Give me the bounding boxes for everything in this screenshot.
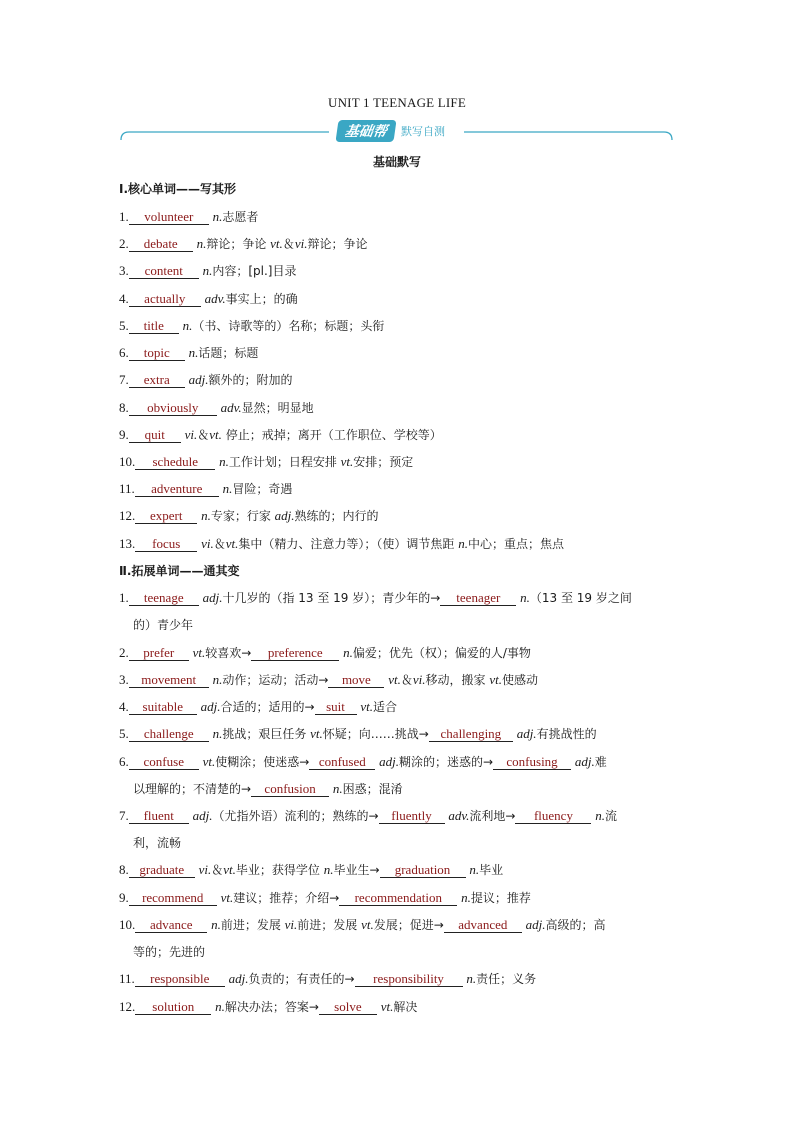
list-item: 4. suitable adj.合适的；适用的→ suit vt.适合	[119, 699, 397, 714]
answer-blank: preference	[251, 646, 339, 661]
list-item: 13. focus vi.＆vt.集中（精力、注意力等）；（使）调节焦距 n.中心；重点；焦点	[119, 536, 564, 551]
answer-blank: topic	[129, 346, 185, 361]
answer-blank: focus	[135, 537, 197, 552]
list-item: 8. obviously adv.显然；明显地	[119, 400, 314, 415]
list-item: 1. volunteer n.志愿者	[119, 209, 259, 224]
answer-blank: responsible	[135, 972, 225, 987]
list-item: 9. recommend vt.建议；推荐；介绍→ recommendation n.提议；推荐	[119, 890, 531, 905]
answer-blank: confusion	[251, 782, 329, 797]
answer-blank: schedule	[135, 455, 215, 470]
list-item-continuation: 以理解的；不清楚的→ confusion n.困惑；混淆	[133, 781, 403, 796]
answer-blank: obviously	[129, 401, 217, 416]
answer-blank: fluently	[379, 809, 445, 824]
answer-blank: debate	[129, 237, 193, 252]
list-item-continuation: 的）青少年	[133, 618, 194, 632]
list-item: 12. expert n.专家；行家 adj.熟练的；内行的	[119, 508, 379, 523]
page-title: UNIT 1 TEENAGE LIFE	[328, 95, 466, 110]
answer-blank: solution	[135, 1000, 211, 1015]
list-item: 9. quit vi.＆vt. 停止；戒掉；离开（工作职位、学校等）	[119, 427, 442, 442]
section1-heading: Ⅰ.核心单词——写其形	[119, 182, 237, 196]
answer-blank: challenge	[129, 727, 209, 742]
list-item: 6. confuse vt.使糊涂；使迷惑→ confused adj.糊涂的；迷惑的→ confusing adj.难	[119, 754, 607, 769]
list-item: 4. actually adv.事实上；的确	[119, 291, 298, 306]
answer-blank: advance	[135, 918, 207, 933]
banner-badge	[337, 120, 445, 142]
answer-blank: expert	[135, 509, 197, 524]
badge-sublabel: 默写自测	[401, 125, 445, 138]
list-item: 10. schedule n.工作计划；日程安排 vt.安排；预定	[119, 454, 414, 469]
list-item: 10. advance n.前进；发展 vi.前进；发展 vt.发展；促进→ advanced adj.高级的；高	[119, 917, 606, 932]
answer-blank: content	[129, 264, 199, 279]
answer-blank: teenage	[129, 591, 199, 606]
answer-blank: move	[328, 673, 384, 688]
answer-blank: challenging	[429, 727, 513, 742]
list-item: 12. solution n.解决办法；答案→ solve vt.解决	[119, 999, 418, 1014]
list-item: 2. debate n.辩论；争论 vt.＆vi.辩论；争论	[119, 236, 368, 251]
list-item: 5. title n.（书、诗歌等的）名称；标题；头衔	[119, 318, 385, 333]
list-item: 3. movement n.动作；运动；活动→ move vt.＆vi.移动，搬家 vt.使感动	[119, 672, 538, 687]
answer-blank: title	[129, 319, 179, 334]
list-item: 7. fluent adj.（尤指外语）流利的；熟练的→ fluently adv.流利地→ fluency n.流	[119, 808, 618, 823]
list-item: 6. topic n.话题；标题	[119, 345, 259, 360]
list-item: 5. challenge n.挑战；艰巨任务 vt.怀疑；向……挑战→ challenging adj.有挑战性的	[119, 726, 597, 741]
section2-heading: Ⅱ.拓展单词——通其变	[119, 564, 240, 578]
section-banner	[119, 120, 674, 144]
answer-blank: recommend	[129, 891, 217, 906]
list-item: 3. content n.内容；[pl.]目录	[119, 263, 297, 278]
list-item: 11. adventure n.冒险；奇遇	[119, 481, 293, 496]
list-item: 2. prefer vt.较喜欢→ preference n.偏爱；优先（权）；偏爱的人/事物	[119, 645, 531, 660]
answer-blank: teenager	[440, 591, 516, 606]
list-item: 1. teenage adj.十几岁的（指 13 至 19 岁）；青少年的→ teenager n.（13 至 19 岁之间	[119, 590, 632, 605]
answer-blank: fluent	[129, 809, 189, 824]
answer-blank: responsibility	[355, 972, 463, 987]
list-item: 11. responsible adj.负责的；有责任的→ responsibility n.责任；义务	[119, 971, 537, 986]
list-item: 7. extra adj.额外的；附加的	[119, 372, 293, 387]
answer-blank: graduation	[380, 863, 466, 878]
answer-blank: movement	[129, 673, 209, 688]
answer-blank: extra	[129, 373, 185, 388]
answer-blank: fluency	[515, 809, 591, 824]
answer-blank: confusing	[493, 755, 571, 770]
answer-blank: prefer	[129, 646, 189, 661]
answer-blank: advanced	[444, 918, 522, 933]
badge-label: 基础帮	[335, 120, 396, 142]
answer-blank: suitable	[129, 700, 197, 715]
answer-blank: actually	[129, 292, 201, 307]
answer-blank: adventure	[135, 482, 219, 497]
list-item-continuation: 等的；先进的	[133, 945, 206, 959]
list-item: 8. graduate vi.＆vt.毕业；获得学位 n.毕业生→ graduation n.毕业	[119, 862, 504, 877]
answer-blank: recommendation	[339, 891, 457, 906]
answer-blank: confused	[309, 755, 375, 770]
answer-blank: quit	[129, 428, 181, 443]
answer-blank: volunteer	[129, 210, 209, 225]
answer-blank: graduate	[129, 863, 195, 878]
answer-blank: confuse	[129, 755, 199, 770]
list-item-continuation: 利，流畅	[133, 836, 182, 850]
answer-blank: solve	[319, 1000, 377, 1015]
section-subtitle: 基础默写	[372, 155, 421, 169]
answer-blank: suit	[315, 700, 357, 715]
